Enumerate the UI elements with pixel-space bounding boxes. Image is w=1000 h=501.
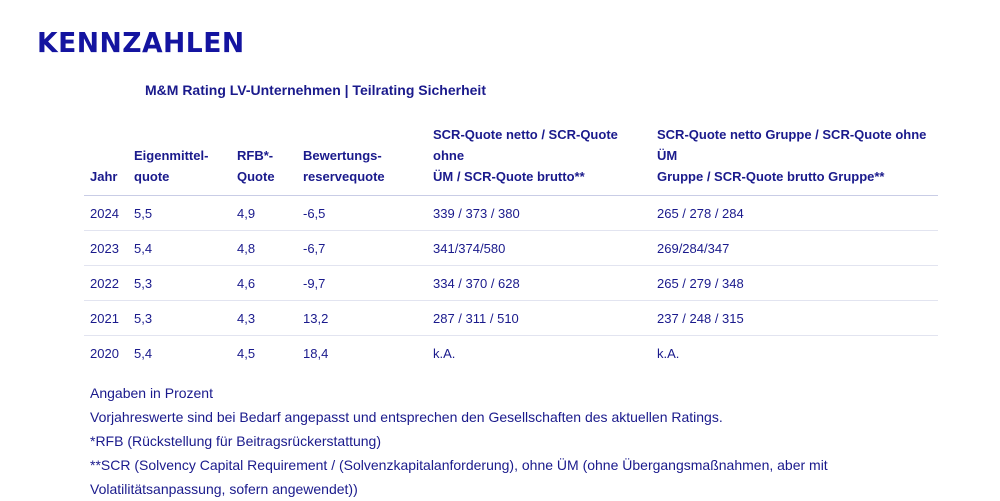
cell-scr-quote-gruppe: 237 / 248 / 315 [651, 301, 938, 336]
cell-bewertungsreservequote: 13,2 [297, 301, 427, 336]
cell-eigenmittelquote: 5,3 [128, 266, 231, 301]
header-rfb-line2: Quote [237, 169, 275, 184]
note-rfb: *RFB (Rückstellung für Beitragsrückerstattung) [90, 433, 381, 449]
cell-scr-quote-gruppe: 265 / 278 / 284 [651, 196, 938, 231]
cell-rfb-quote: 4,9 [231, 196, 297, 231]
cell-scr-quote-gruppe: 269/284/347 [651, 231, 938, 266]
cell-eigenmittelquote: 5,4 [134, 345, 153, 361]
table-subtitle: M&M Rating LV-Unternehmen | Teilrating Sicherheit [145, 82, 486, 98]
cell-rfb-quote: 4,3 [231, 301, 297, 336]
header-scr-line1: SCR-Quote netto / SCR-Quote ohne [433, 127, 618, 163]
cell-year: 2021 [84, 301, 128, 336]
cell-scr-quote-gruppe: 265 / 279 / 348 [651, 266, 938, 301]
cell-year: 2023 [84, 231, 128, 266]
cell-year: 2024 [84, 196, 128, 231]
header-bewertungsreservequote [297, 124, 427, 196]
table-body [84, 196, 938, 371]
header-bew-line1: Bewertungs- [303, 148, 382, 163]
header-year [84, 124, 128, 196]
table-row [84, 196, 938, 231]
note-units: Angaben in Prozent [90, 385, 213, 401]
header-bew-line2: reservequote [303, 169, 385, 184]
header-row [84, 124, 938, 196]
table-header [84, 124, 938, 196]
cell-rfb-quote: 4,6 [231, 266, 297, 301]
kennzahlen-table [84, 124, 938, 370]
cell-scr-quote-gruppe: k.A. [657, 345, 680, 361]
cell-rfb-quote: 4,8 [231, 231, 297, 266]
note-prior-year: Vorjahreswerte sind bei Bedarf angepasst und entsprechen den Gesellschaften des aktuellen Ratings. [90, 409, 723, 425]
cell-scr-quote: 334 / 370 / 628 [427, 266, 651, 301]
table-row [84, 336, 938, 371]
header-scr-quote-gruppe [651, 124, 938, 196]
cell-year: 2022 [84, 266, 128, 301]
note-scr-continued: Volatilitätsanpassung, sofern angewendet)) [90, 481, 358, 497]
note-scr: **SCR (Solvency Capital Requirement / (Solvenzkapitalanforderung), ohne ÜM (ohne Übergangsmaßnahmen, aber mit [90, 457, 828, 473]
header-eigenmittelquote [128, 124, 231, 196]
table-row [84, 266, 938, 301]
table-row [84, 231, 938, 266]
header-eigen-line2: quote [134, 169, 170, 184]
cell-eigenmittelquote: 5,5 [128, 196, 231, 231]
header-rfb-quote [231, 124, 297, 196]
cell-year: 2020 [90, 345, 119, 361]
header-group-line2: Gruppe / SCR-Quote brutto Gruppe** [657, 169, 885, 184]
header-year-label: Jahr [90, 169, 118, 184]
cell-eigenmittelquote: 5,3 [128, 301, 231, 336]
page-title: KENNZAHLEN [37, 26, 245, 59]
header-rfb-line1: RFB*- [237, 148, 274, 163]
cell-bewertungsreservequote: 18,4 [303, 345, 329, 361]
cell-scr-quote: k.A. [433, 345, 456, 361]
cell-bewertungsreservequote: -6,5 [297, 196, 427, 231]
table-row [84, 301, 938, 336]
cell-scr-quote: 339 / 373 / 380 [427, 196, 651, 231]
header-scr-line2: ÜM / SCR-Quote brutto** [433, 169, 585, 184]
cell-scr-quote: 287 / 311 / 510 [427, 301, 651, 336]
cell-rfb-quote: 4,5 [237, 345, 256, 361]
cell-bewertungsreservequote: -6,7 [297, 231, 427, 266]
cell-scr-quote: 341/374/580 [427, 231, 651, 266]
footnotes [90, 381, 890, 501]
header-scr-quote [427, 124, 651, 196]
header-eigen-line1: Eigenmittel- [134, 148, 209, 163]
cell-bewertungsreservequote: -9,7 [297, 266, 427, 301]
cell-eigenmittelquote: 5,4 [128, 231, 231, 266]
header-group-line1: SCR-Quote netto Gruppe / SCR-Quote ohne ÜM [657, 127, 927, 163]
